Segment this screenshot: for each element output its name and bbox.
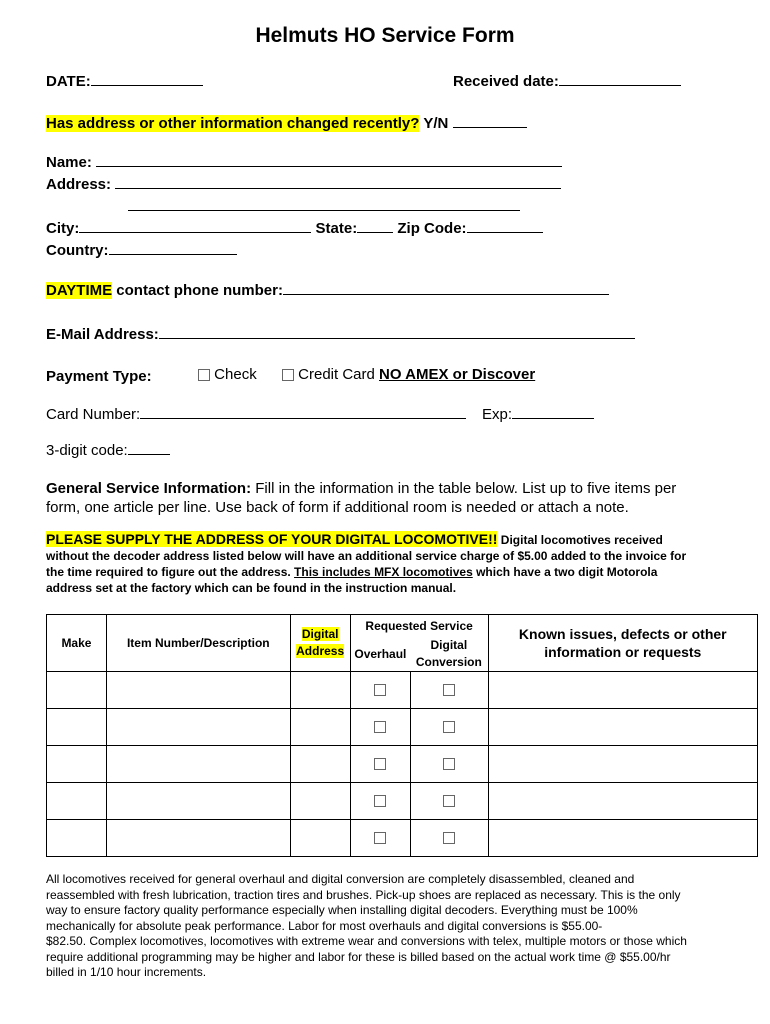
digit-code-label: 3-digit code: [46,442,128,459]
digital-address-cell[interactable] [290,745,350,782]
item-cell[interactable] [106,745,290,782]
conversion-cell [410,745,488,782]
col-digital-address-1: Digital [301,626,339,641]
zip-label: Zip Code: [397,220,467,237]
daytime-label: DAYTIME [46,282,113,299]
city-state-zip [46,219,543,237]
issues-cell[interactable] [488,708,757,745]
check-label: Check [214,366,257,383]
payment-credit-option[interactable] [282,366,535,383]
digital-address-cell[interactable] [290,708,350,745]
col-digital-address [290,615,350,672]
address-line-2[interactable] [128,196,520,211]
footer-line-1: All locomotives received for general overhaul and digital conversion are completely disassembled, cleaned and [46,872,635,886]
make-cell[interactable] [47,671,107,708]
conversion-checkbox[interactable] [443,832,455,844]
conversion-cell [410,819,488,856]
footer-note [46,872,746,981]
make-cell[interactable] [47,819,107,856]
check-checkbox[interactable] [198,369,210,381]
col-digital-address-2: Address [296,643,345,658]
item-cell[interactable] [106,671,290,708]
date-field [46,72,203,90]
conversion-checkbox[interactable] [443,795,455,807]
make-cell[interactable] [47,708,107,745]
make-cell[interactable] [47,782,107,819]
email-line[interactable] [159,325,635,339]
credit-card-checkbox[interactable] [282,369,294,381]
overhaul-checkbox[interactable] [374,832,386,844]
overhaul-checkbox[interactable] [374,795,386,807]
address-line[interactable] [115,175,561,189]
received-date-field [453,72,681,90]
payment-type-label: Payment Type: [46,368,152,385]
overhaul-checkbox[interactable] [374,758,386,770]
conversion-cell [410,708,488,745]
city-label: City: [46,220,80,237]
footer-line-3: way to ensure factory quality performance especially when installing digital decoders. Everything must be 100% [46,903,638,917]
yn-line[interactable] [453,114,527,128]
issues-cell[interactable] [488,671,757,708]
make-cell[interactable] [47,745,107,782]
exp-line[interactable] [512,405,594,419]
received-date-line[interactable] [559,72,681,86]
yn-label: Y/N [423,115,449,132]
col-digital-conversion [410,637,488,672]
digit-code-field [46,441,170,459]
issues-cell[interactable] [488,745,757,782]
col-make: Make [47,615,107,672]
card-number-field [46,405,466,423]
digital-address-cell[interactable] [290,671,350,708]
city-line[interactable] [79,219,311,233]
conversion-checkbox[interactable] [443,684,455,696]
footer-line-5: $82.50. Complex locomotives, locomotives with extreme wear and conversions with telex, multiple motors or those which [46,934,687,948]
item-cell[interactable] [106,782,290,819]
exp-label: Exp: [482,406,513,423]
general-text-2: form, one article per line. Use back of form if additional room is needed or attach a note. [46,499,629,516]
overhaul-cell [350,708,410,745]
country-line[interactable] [109,241,237,255]
table-row [47,708,758,745]
col-known-issues [488,615,757,672]
col-overhaul: Overhaul [350,637,410,672]
conversion-cell [410,671,488,708]
table-row [47,671,758,708]
conversion-checkbox[interactable] [443,721,455,733]
date-label: DATE: [46,73,91,90]
general-heading: General Service Information: [46,480,252,497]
phone-field [46,281,609,299]
digital-text-e: address set at the factory which can be found in the instruction manual. [46,581,457,595]
digital-notice-headline: PLEASE SUPPLY THE ADDRESS OF YOUR DIGITAL LOCOMOTIVE!! [46,531,498,547]
digital-text-c: the time required to figure out the address. [46,565,291,579]
footer-line-7: billed in 1/10 hour increments. [46,965,207,979]
contact-label: contact phone number: [116,282,283,299]
conversion-cell [410,782,488,819]
digital-address-cell[interactable] [290,819,350,856]
item-cell[interactable] [106,708,290,745]
col-known-issues-1: Known issues, defects or other [518,625,727,642]
overhaul-cell [350,745,410,782]
name-label: Name: [46,154,92,171]
digital-text-a: Digital locomotives received [500,533,663,547]
date-line[interactable] [91,72,203,86]
general-info [46,479,726,517]
payment-check-option[interactable] [198,366,257,383]
issues-cell[interactable] [488,782,757,819]
overhaul-checkbox[interactable] [374,684,386,696]
name-field [46,153,562,171]
col-conversion-2: Conversion [415,654,482,669]
exp-field [482,405,594,423]
overhaul-cell [350,782,410,819]
service-table [46,614,758,857]
country-field [46,241,237,259]
footer-line-4: mechanically for absolute peak performance. Labor for most overhauls and digital conversions is $55.00- [46,918,603,933]
no-amex-note: NO AMEX or Discover [379,366,536,383]
email-label: E-Mail Address: [46,326,159,343]
address-changed-question: Has address or other information changed recently? [46,115,420,132]
digital-notice [46,531,746,596]
table-row [47,819,758,856]
address-field [46,175,561,193]
digital-text-b: without the decoder address listed below will have an additional service charge of $5.00 added to the invoice for [46,549,687,563]
card-number-line[interactable] [140,405,466,419]
zip-line[interactable] [467,219,543,233]
mfx-note: This includes MFX locomotives [294,565,473,579]
state-label: State: [315,220,358,237]
issues-cell[interactable] [488,819,757,856]
digital-address-cell[interactable] [290,782,350,819]
col-requested-service: Requested Service [350,615,488,637]
email-field [46,325,635,343]
digit-code-line[interactable] [128,441,170,455]
card-number-label: Card Number: [46,406,141,423]
footer-line-6: require additional programming may be higher and labor for these is billed based on the actual work time @ $55.00/hr [46,949,671,964]
overhaul-checkbox[interactable] [374,721,386,733]
item-cell[interactable] [106,819,290,856]
state-line[interactable] [357,219,393,233]
overhaul-cell [350,671,410,708]
received-date-label: Received date: [453,73,559,90]
digital-text-d: which have a two digit Motorola [476,565,658,579]
general-text-1: Fill in the information in the table below. List up to five items per [255,480,677,497]
footer-line-2: reassembled with fresh lubrication, traction tires and brushes. Pick-up shoes are replaced as necessary. This is the only [46,887,681,902]
page-title: Helmuts HO Service Form [255,24,515,47]
table-row [47,745,758,782]
address-label: Address: [46,176,112,193]
overhaul-cell [350,819,410,856]
name-line[interactable] [96,153,562,167]
country-label: Country: [46,242,109,259]
phone-line[interactable] [283,281,609,295]
table-row [47,782,758,819]
col-conversion-1: Digital [430,637,468,652]
credit-card-label: Credit Card [298,366,375,383]
address-changed-field [46,114,527,132]
col-known-issues-2: information or requests [544,643,702,660]
col-item: Item Number/Description [106,615,290,672]
conversion-checkbox[interactable] [443,758,455,770]
